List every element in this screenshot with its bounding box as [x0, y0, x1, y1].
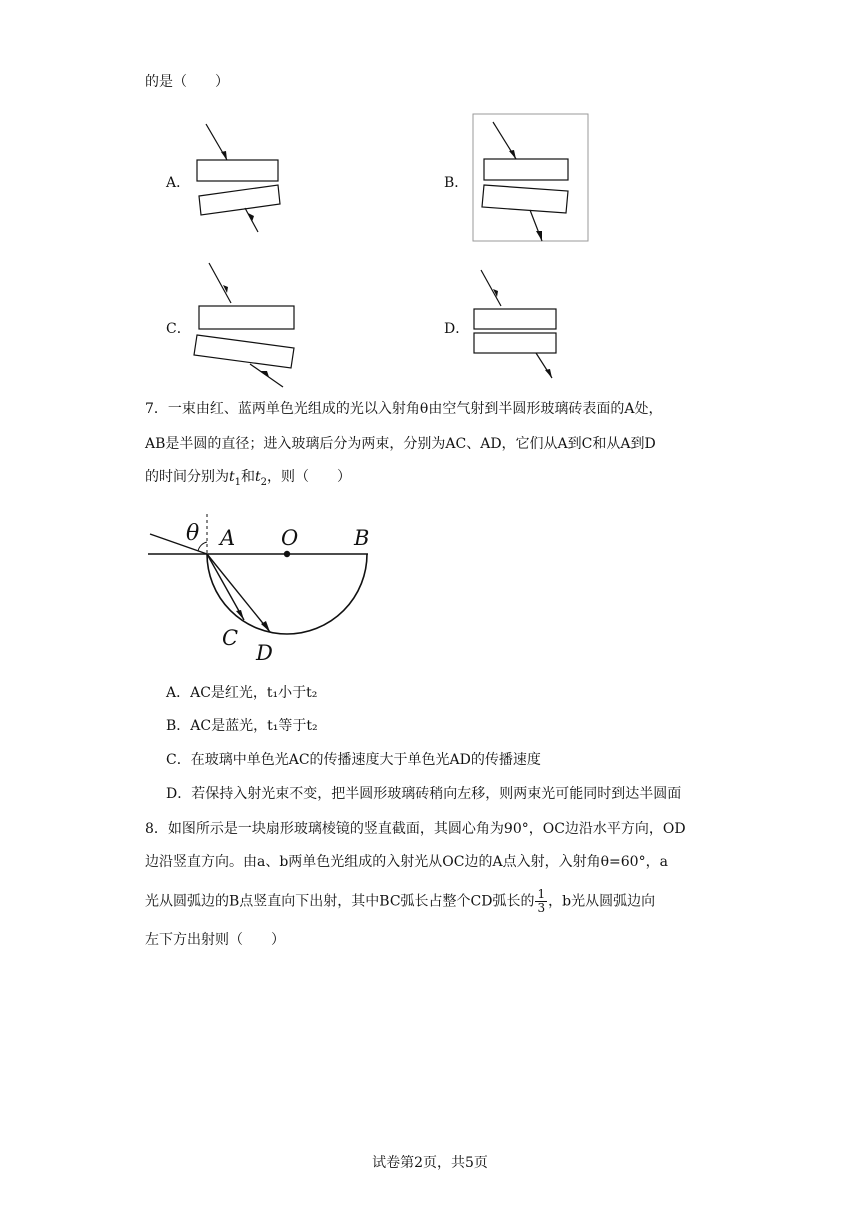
q6-option-c-label[interactable]: C． [166, 321, 191, 337]
q7-stem-line-1: 7．一束由红、蓝两单色光组成的光以入射角θ由空气射到半圆形玻璃砖表面的A处， [145, 401, 663, 417]
q6-option-c-figure [190, 260, 300, 390]
q6-option-b-label[interactable]: B． [444, 175, 469, 191]
q7-option-d[interactable]: D．若保持入射光束不变，把半圆形玻璃砖稍向左移，则两束光可能同时到达半圆面 [166, 786, 682, 802]
q7-and: 和 [241, 469, 256, 485]
q8-fraction-denominator: 3 [537, 901, 546, 915]
q6-option-a-label[interactable]: A． [166, 175, 191, 191]
q7-label-d: D [256, 641, 273, 665]
q7-stem-line-3 [145, 467, 351, 493]
q6-option-d-label[interactable]: D． [444, 321, 470, 337]
q7-option-b[interactable]: B．AC是蓝光，t₁等于t₂ [166, 718, 318, 734]
q7-label-c: C [222, 626, 239, 650]
q8-fraction-numerator: 1 [537, 887, 546, 901]
q8-stem-line-2: 边沿竖直方向。由a、b两单色光组成的入射光从OC边的A点入射，入射角θ=60°，a [145, 854, 668, 870]
q7-label-o: O [281, 526, 299, 550]
q7-semicircle-figure [140, 510, 380, 670]
q8-stem-line-3-prefix: 光从圆弧边的B点竖直向下出射，其中BC弧长占整个CD弧长的 [145, 893, 535, 910]
q7-label-b: B [354, 526, 370, 550]
q7-label-theta: θ [186, 521, 200, 546]
q6-option-d-figure [470, 268, 565, 380]
q6-option-b-figure [472, 113, 590, 243]
q7-stem-line-3-suffix: ，则（ ） [267, 469, 352, 485]
q7-t1-subscript: 1 [234, 476, 242, 488]
q8-stem-line-3 [145, 888, 655, 915]
q7-option-a[interactable]: A．AC是红光，t₁小于t₂ [166, 685, 318, 701]
q7-stem-line-3-prefix: 的时间分别为 [145, 469, 229, 485]
q7-t2-subscript: 2 [260, 476, 268, 488]
q8-stem-line-3-suffix: ，b光从圆弧边向 [548, 893, 656, 910]
q8-stem-line-4: 左下方出射则（ ） [145, 932, 285, 948]
q7-label-a: A [220, 526, 236, 550]
q8-stem-line-1: 8．如图所示是一块扇形玻璃棱镜的竖直截面，其圆心角为90°，OC边沿水平方向，OD [145, 821, 686, 837]
q7-stem-line-2: AB是半圆的直径；进入玻璃后分为两束，分别为AC、AD，它们从A到C和从A到D [145, 436, 656, 452]
q7-option-c[interactable]: C．在玻璃中单色光AC的传播速度大于单色光AD的传播速度 [166, 752, 541, 768]
q7-t1: t [229, 469, 235, 485]
page-footer: 试卷第2页，共5页 [372, 1155, 488, 1171]
q6-stem-tail: 的是（ ） [145, 74, 229, 90]
q8-fraction [535, 888, 547, 915]
q7-t2: t [255, 469, 261, 485]
q6-option-a-figure [190, 118, 290, 238]
